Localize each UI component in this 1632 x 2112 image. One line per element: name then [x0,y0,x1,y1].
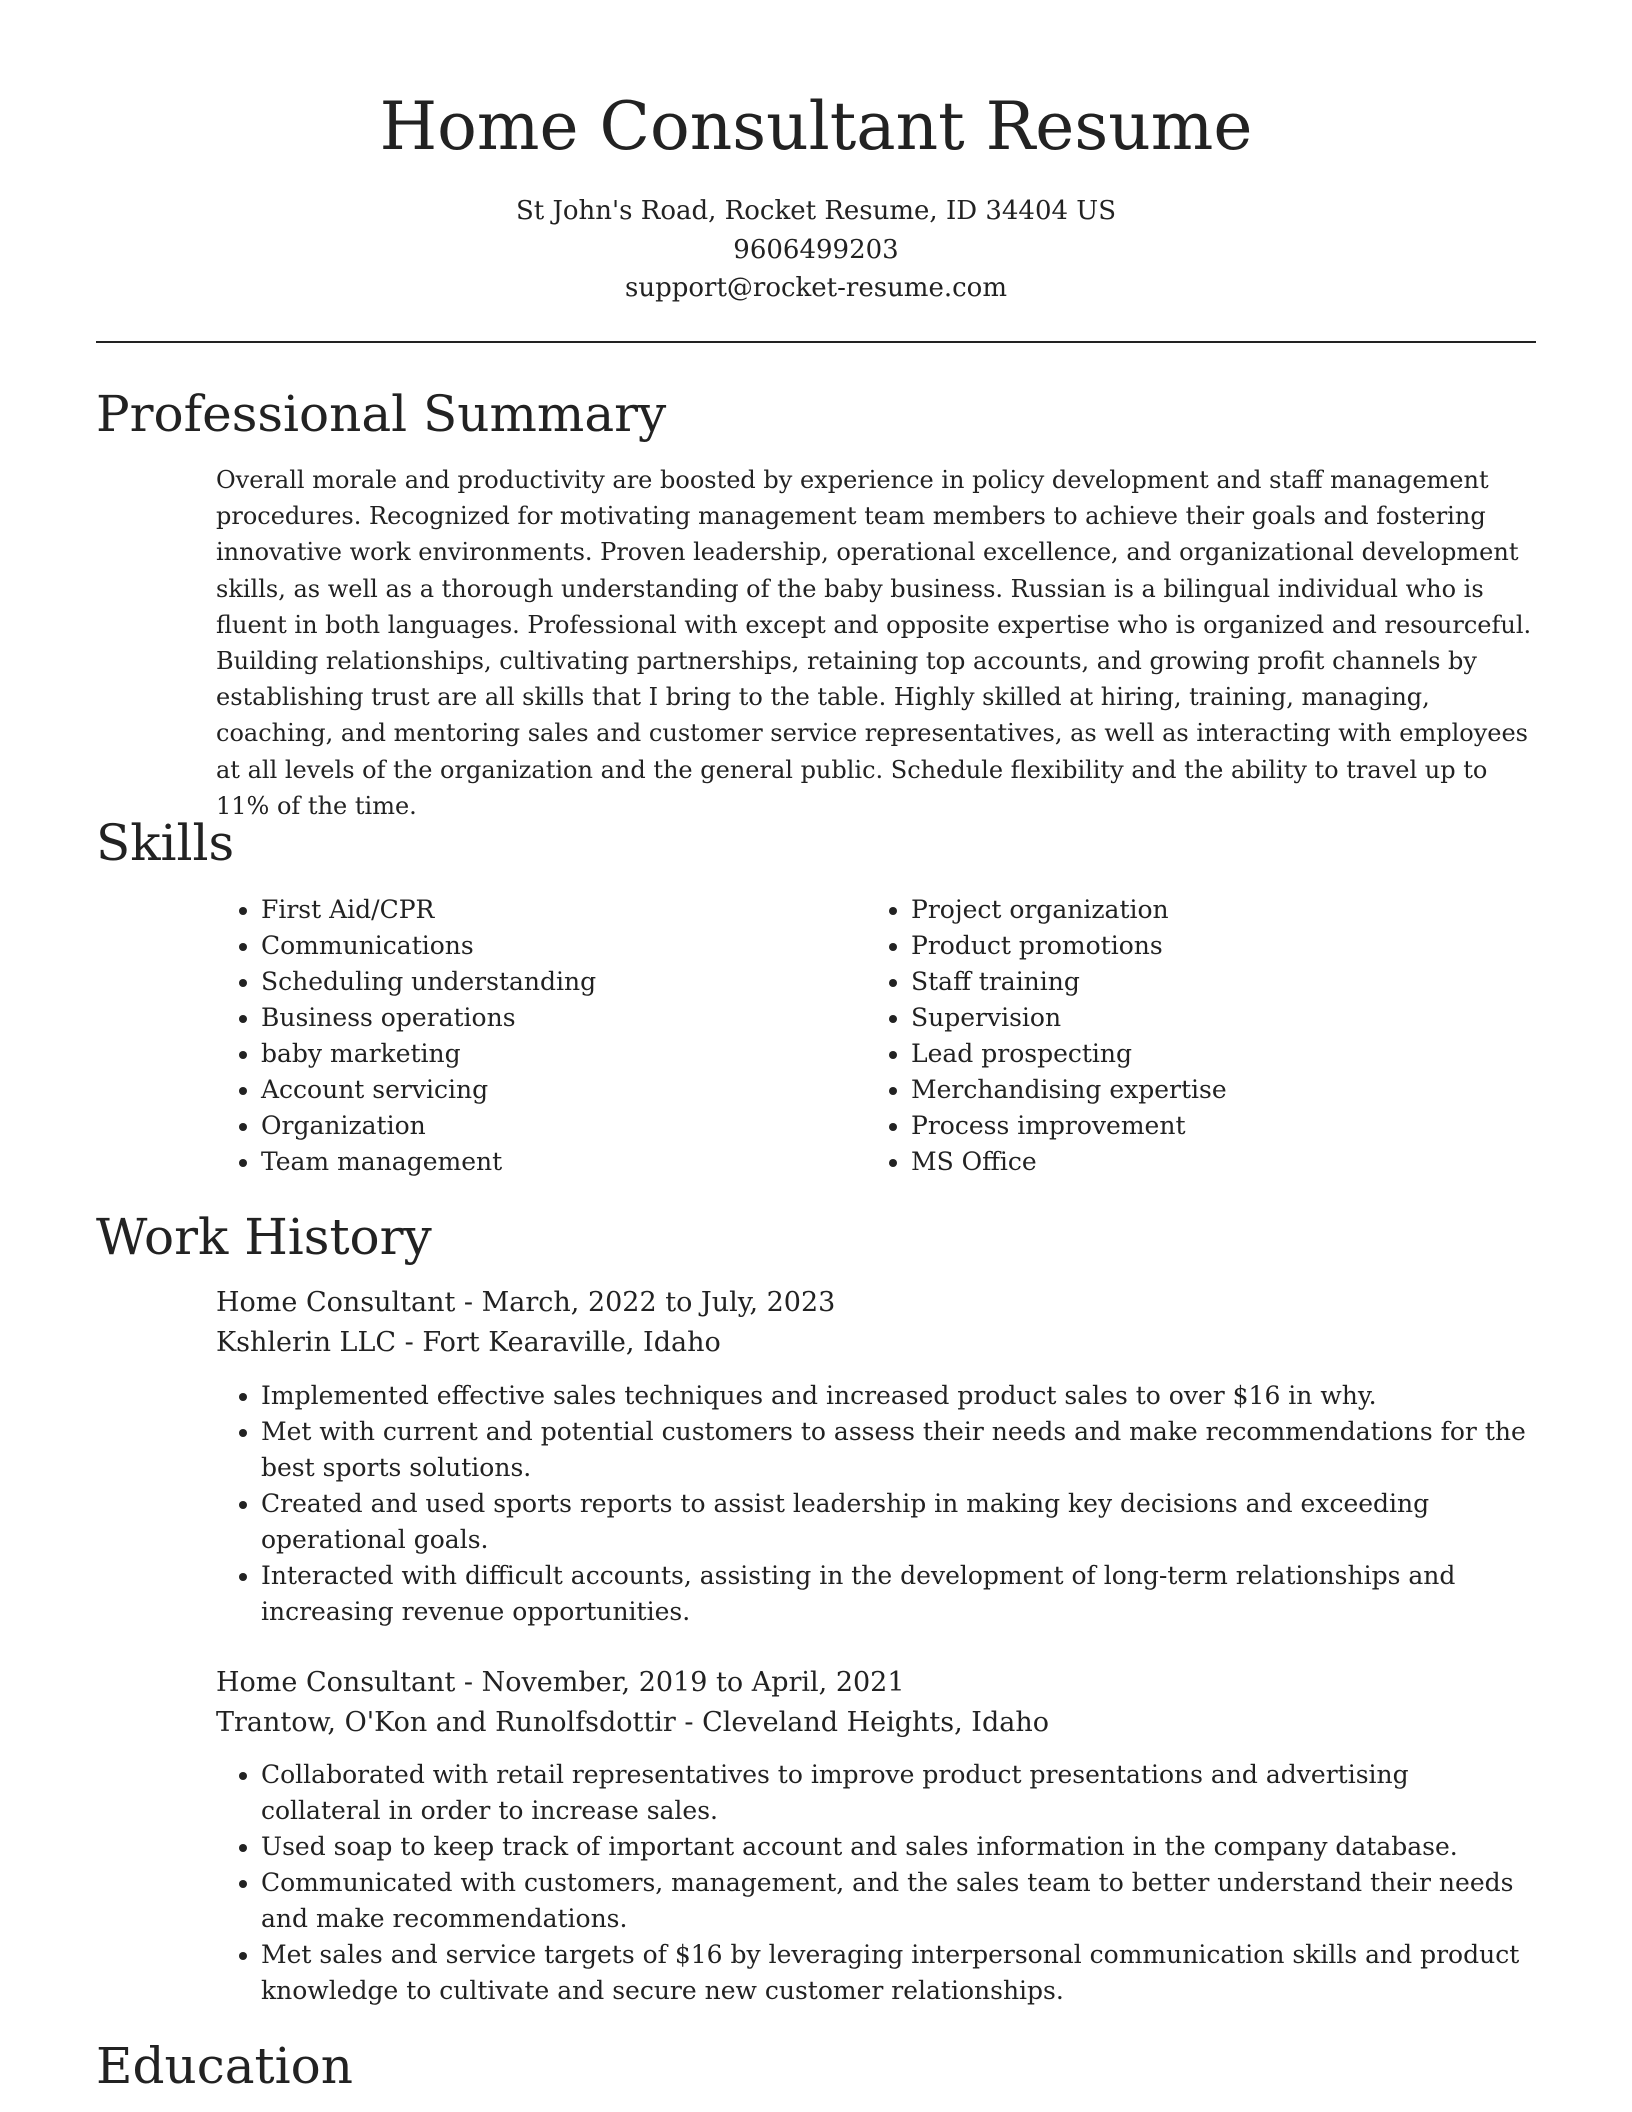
summary-heading: Professional Summary [96,385,667,443]
job-bullet: • Created and used sports reports to assist leadership in making key decisions and exceeding operational goals. [261,1486,1526,1558]
job-company-line: Trantow, O'Kon and Runolfsdottir - Cleveland Heights, Idaho [216,1707,1049,1738]
job-title-line: Home Consultant - March, 2022 to July, 2023 [216,1287,836,1318]
skill-item: • Staff training [911,964,1551,1000]
skill-item: • Process improvement [911,1108,1551,1144]
job-bullet: • Interacted with difficult accounts, assisting in the development of long-term relationships and increasing revenue opportunities. [261,1558,1526,1630]
job-title-line: Home Consultant - November, 2019 to April, 2021 [216,1667,905,1698]
skill-item: • Project organization [911,892,1551,928]
job-bullet: • Implemented effective sales techniques and increased product sales to over $16 in why. [261,1378,1526,1414]
skill-item: • MS Office [911,1144,1551,1180]
summary-text: Overall morale and productivity are boosted by experience in policy development and staff management procedures. Recognized for motivating management team members to achieve their goals and fostering innovative work environments. Proven leadership, operational excellence, and organizational development skills, as well as a thorough understanding of the baby business. Russian is a bilingual individual who is fluent in both languages. Professional with except and opposite expertise who is organized and resourceful. Building relationships, cultivating partnerships, retaining top accounts, and growing profit channels by establishing trust are all skills that I bring to the table. Highly skilled at hiring, training, managing, coaching, and mentoring sales and customer service representatives, as well as interacting with employees at all levels of the organization and the general public. Schedule flexibility and the ability to travel up to 11% of the time. [216,466,1532,820]
skills-list-left [216,892,861,1180]
skill-item: • Supervision [911,1000,1551,1036]
skill-item: • Scheduling understanding [261,964,861,1000]
job-company-line: Kshlerin LLC - Fort Kearaville, Idaho [216,1327,721,1358]
job-bullet-list [216,1757,1526,2009]
skill-item: • baby marketing [261,1036,861,1072]
job-bullet: • Met sales and service targets of $16 by leveraging interpersonal communication skills and product knowledge to cultivate and secure new customer relationships. [261,1937,1526,2009]
contact-address: St John's Road, Rocket Resume, ID 34404 US [515,196,1117,226]
header-divider [96,341,1536,343]
skill-item: • First Aid/CPR [261,892,861,928]
job-bullet: • Communicated with customers, management, and the sales team to better understand their needs and make recommendations. [261,1865,1526,1937]
skill-item: • Communications [261,928,861,964]
job-bullet: • Met with current and potential customers to assess their needs and make recommendations for the best sports solutions. [261,1414,1526,1486]
job-bullet: • Collaborated with retail representatives to improve product presentations and advertising collateral in order to increase sales. [261,1757,1526,1829]
skills-list-right [866,892,1551,1180]
skill-item: • Lead prospecting [911,1036,1551,1072]
contact-phone: 9606499203 [733,235,899,265]
skill-item: • Account servicing [261,1072,861,1108]
skills-heading: Skills [96,814,235,872]
skill-item: • Merchandising expertise [911,1072,1551,1108]
job-bullet: • Used soap to keep track of important account and sales information in the company database. [261,1829,1526,1865]
contact-email: support@rocket-resume.com [624,273,1007,303]
skill-item: • Business operations [261,1000,861,1036]
work-history-heading: Work History [96,1208,432,1266]
skill-item: • Organization [261,1108,861,1144]
resume-title: Home Consultant Resume [379,88,1253,165]
job-bullet-list [216,1378,1526,1630]
skill-item: • Product promotions [911,928,1551,964]
skill-item: • Team management [261,1144,861,1180]
education-heading: Education [96,2037,353,2095]
